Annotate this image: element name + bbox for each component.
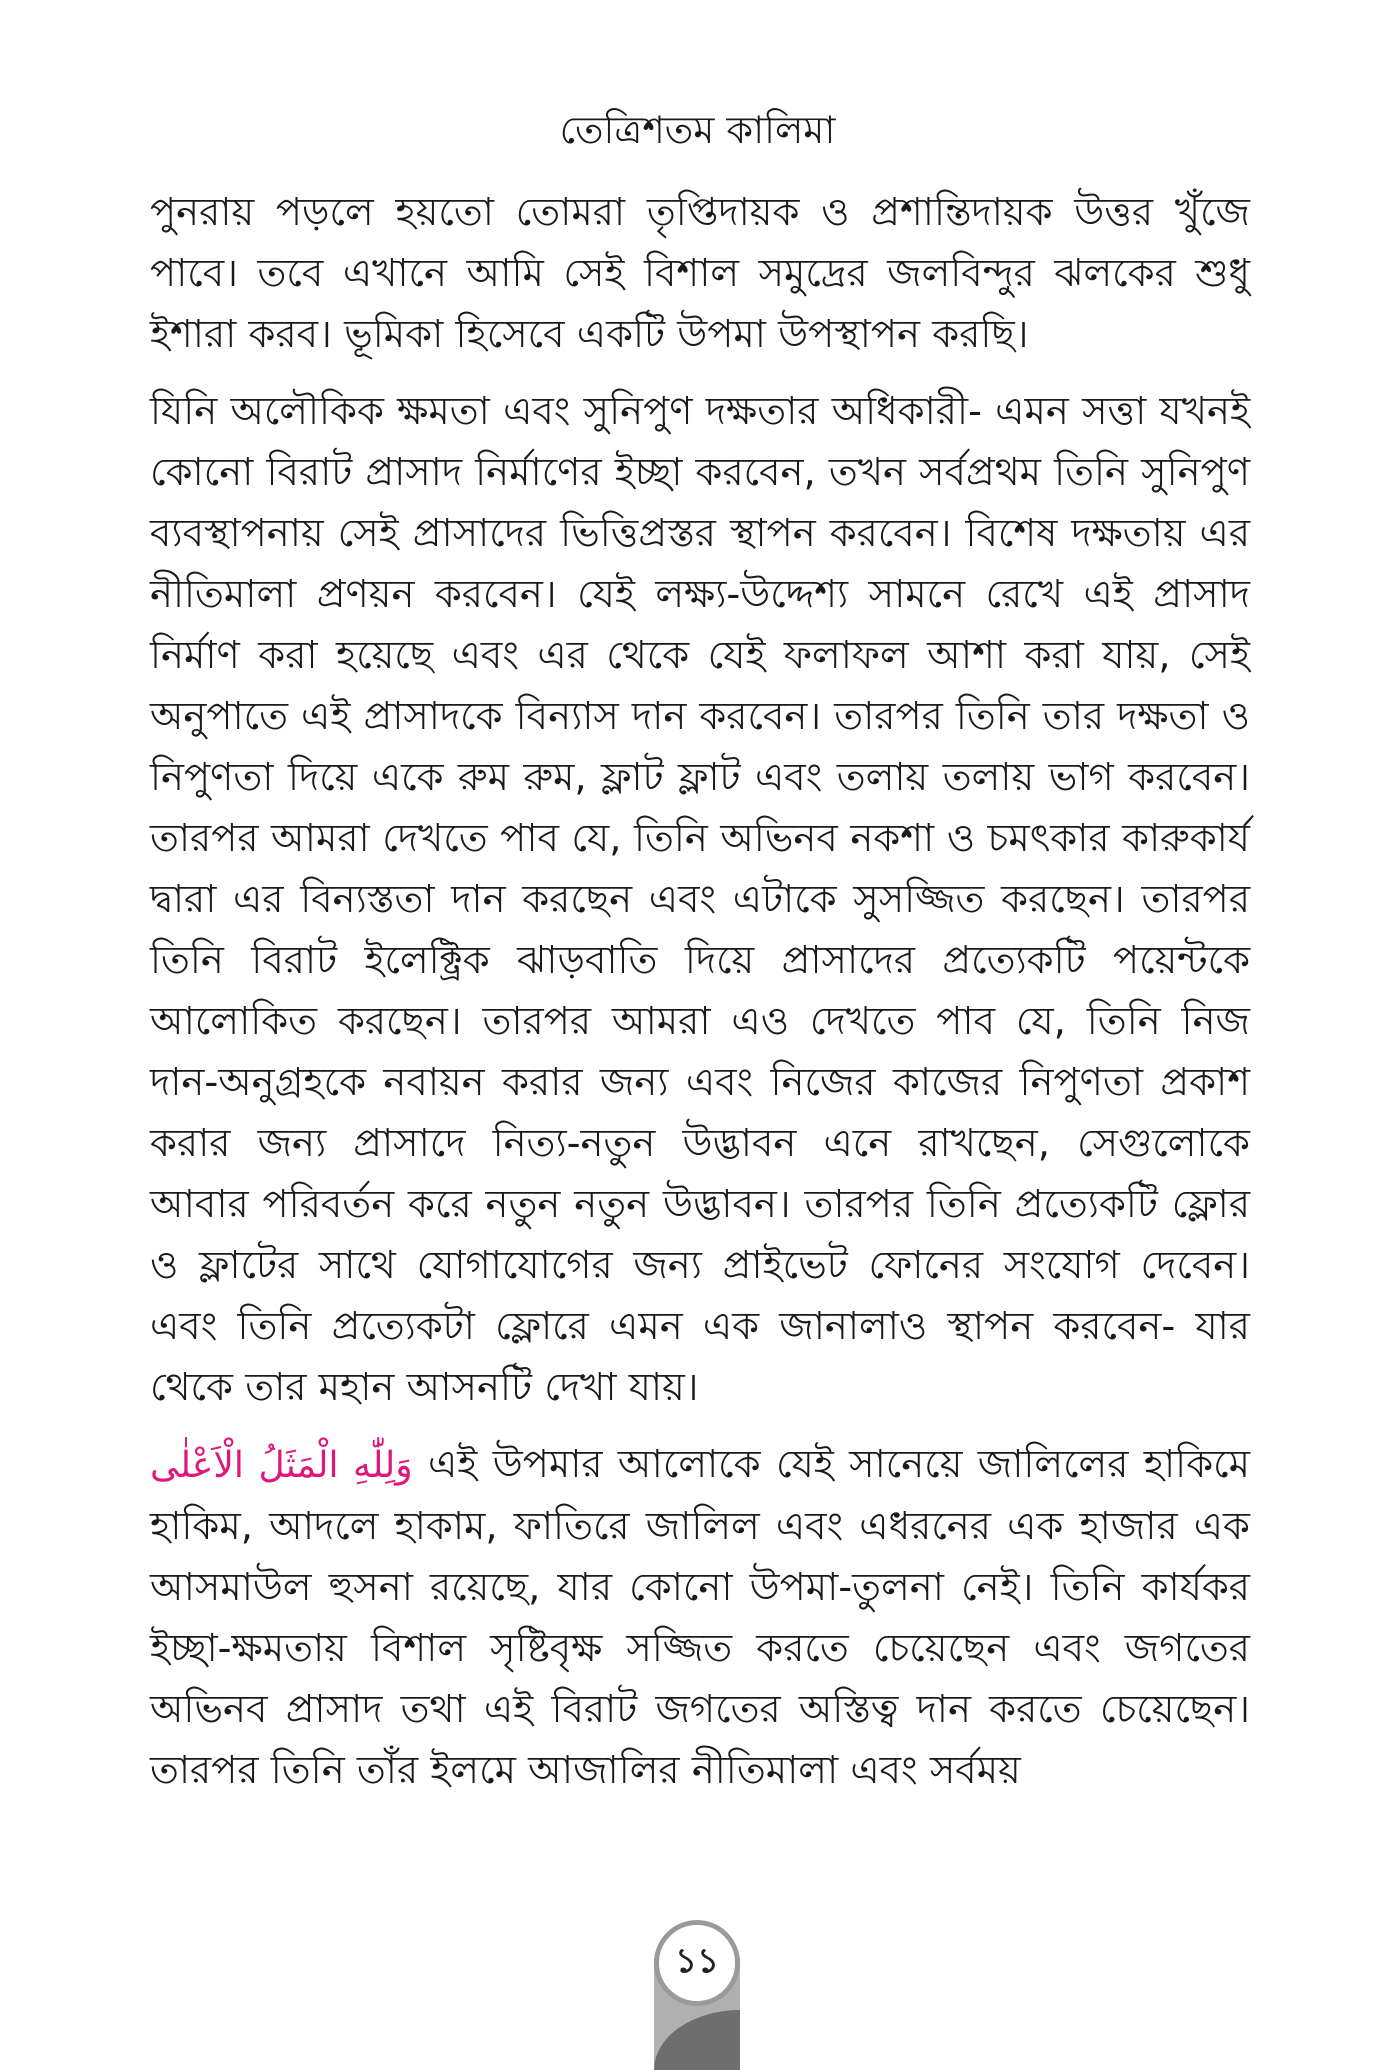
page-header-title: তেত্রিশতম কালিমা: [559, 108, 836, 152]
paragraph-2: যিনি অলৌকিক ক্ষমতা এবং সুনিপুণ দক্ষতার অধিকারী- এমন সত্তা যখনই কোনো বিরাট প্রাসাদ নির্মাণের ইচ্ছা করবেন, তখন সর্বপ্রথম তিনি সুনিপুণ ব্যবস্থাপনায় সেই প্রাসাদের ভিত্তিপ্রস্তর স্থাপন করবেন। বিশেষ দক্ষতায় এর নীতিমালা প্রণয়ন করবেন। যেই লক্ষ্য-উদ্দেশ্য সামনে রেখে এই প্রাসাদ নির্মাণ করা হয়েছে এবং এর থেকে যেই ফলাফল আশা করা যায়, সেই অনুপাতে এই প্রাসাদকে বিন্যাস দান করবেন। তারপর তিনি তার দক্ষতা ও নিপুণতা দিয়ে একে রুম রুম, ফ্লাট ফ্লাট এবং তলায় তলায় ভাগ করবেন। তারপর আমরা দেখতে পাব যে, তিনি অভিনব নকশা ও চমৎকার কারুকার্য দ্বারা এর বিন্যস্ততা দান করছেন এবং এটাকে সুসজ্জিত করছেন। তারপর তিনি বিরাট ইলেক্ট্রিক ঝাড়বাতি দিয়ে প্রাসাদের প্রত্যেকটি পয়েন্টকে আলোকিত করছেন। তারপর আমরা এও দেখতে পাব যে, তিনি নিজ দান-অনুগ্রহকে নবায়ন করার জন্য এবং নিজের কাজের নিপুণতা প্রকাশ করার জন্য প্রাসাদে নিত্য-নতুন উদ্ভাবন এনে রাখছেন, সেগুলোকে আবার পরিবর্তন করে নতুন নতুন উদ্ভাবন। তারপর তিনি প্রত্যেকটি ফ্লোর ও ফ্লাটের সাথে যোগাযোগের জন্য প্রাইভেট ফোনের সংযোগ দেবেন। এবং তিনি প্রত্যেকটা ফ্লোরে এমন এক জানালাও স্থাপন করবেন- যার থেকে তার মহান আসনটি দেখা যায়।: [150, 389, 1250, 1410]
paragraph-1: পুনরায় পড়লে হয়তো তোমরা তৃপ্তিদায়ক ও প্রশান্তিদায়ক উত্তর খুঁজে পাবে। তবে এখানে আমি সেই বিশাল সমুদ্রের জলবিন্দুর ঝলকের শুধু ইশারা করব। ভূমিকা হিসেবে একটি উপমা উপস্থাপন করছি।: [150, 190, 1250, 357]
arabic-quote: وَلِلّٰهِ الْمَثَلُ الْاَعْلٰى: [150, 1445, 413, 1486]
body-text: [150, 182, 1250, 1817]
paragraph-3-text: এই উপমার আলোকে যেই সানেয়ে জালিলের হাকিমে হাকিম, আদলে হাকাম, ফাতিরে জালিল এবং এধরনের এক হাজার এক আসমাউল হুসনা রয়েছে, যার কোনো উপমা-তুলনা নেই। তিনি কার্যকর ইচ্ছা-ক্ষমতায় বিশাল সৃষ্টিবৃক্ষ সজ্জিত করতে চেয়েছেন এবং জগতের অভিনব প্রাসাদ তথা এই বিরাট জগতের অস্তিত্ব দান করতে চেয়েছেন। তারপর তিনি তাঁর ইলমে আজালির নীতিমালা এবং সর্বময়: [150, 1442, 1250, 1793]
paragraph-3: [150, 1434, 1250, 1801]
page-number-badge: ১১: [654, 1920, 740, 2006]
